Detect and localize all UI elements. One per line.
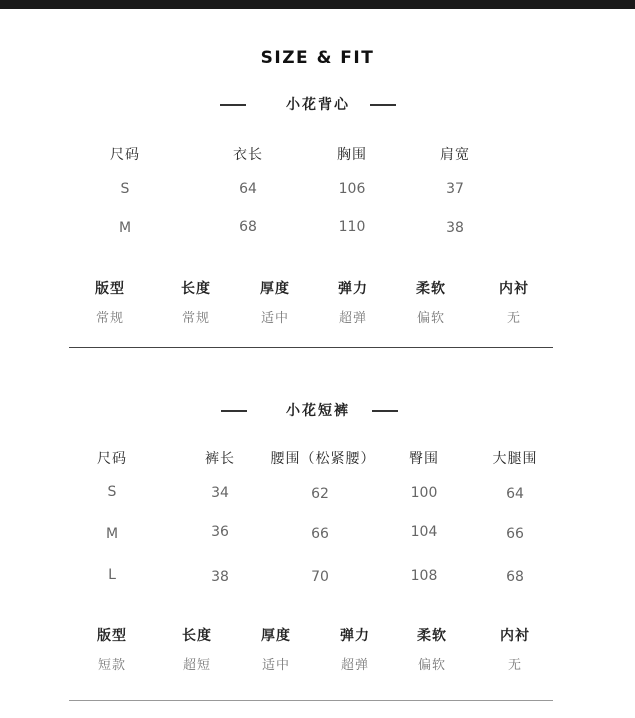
shorts-row-s-waist: 62 (311, 486, 329, 502)
shorts-fabric-value-thickness: 适中 (261, 658, 291, 673)
shorts-fabric-value-fit: 短款 (97, 658, 127, 673)
section-divider-right (370, 104, 396, 106)
vest-fabric-label-softness: 柔软 (416, 281, 446, 297)
shorts-header-length: 裤长 (205, 451, 235, 467)
shorts-fabric-label-stretch: 弹力 (340, 628, 370, 644)
shorts-header-hip: 臀围 (409, 451, 439, 467)
shorts-row-m-thigh: 66 (506, 526, 524, 542)
shorts-fabric-label-thickness: 厚度 (261, 628, 291, 644)
shorts-fabric-value-length: 超短 (182, 658, 212, 673)
shorts-header-waist: 腰围（松紧腰） (270, 451, 376, 467)
vest-header-size: 尺码 (110, 147, 140, 163)
shorts-fabric-label-lining: 内衬 (500, 628, 530, 644)
vest-fabric-label-thickness: 厚度 (260, 281, 290, 297)
shorts-row-l-thigh: 68 (506, 569, 524, 585)
top-bar (0, 0, 635, 9)
vest-row-m-length: 68 (239, 219, 257, 235)
shorts-fabric-value-lining: 无 (507, 658, 523, 673)
shorts-row-m-hip: 104 (410, 524, 438, 540)
section-divider-left (221, 410, 247, 412)
shorts-row-l-waist: 70 (311, 569, 329, 585)
vest-fabric-value-thickness: 适中 (260, 311, 290, 326)
vest-fabric-value-softness: 偏软 (416, 311, 446, 326)
section-divider-left (220, 104, 246, 106)
vest-header-length: 衣长 (233, 147, 263, 163)
shorts-fabric-label-softness: 柔软 (417, 628, 447, 644)
shorts-row-l-length: 38 (211, 569, 229, 585)
vest-fabric-label-length: 长度 (181, 281, 211, 297)
vest-row-s-chest: 106 (338, 181, 366, 197)
shorts-header-thigh: 大腿围 (492, 451, 538, 467)
section-separator (69, 700, 553, 701)
shorts-row-s-hip: 100 (410, 485, 438, 501)
vest-fabric-label-fit: 版型 (95, 281, 125, 297)
shorts-row-m-length: 36 (211, 524, 229, 540)
section-separator (69, 347, 553, 348)
shorts-fabric-value-softness: 偏软 (417, 658, 447, 673)
vest-row-m-shoulder: 38 (446, 220, 464, 236)
shorts-row-l-hip: 108 (410, 568, 438, 584)
vest-fabric-label-stretch: 弹力 (338, 281, 368, 297)
vest-fabric-value-length: 常规 (181, 311, 211, 326)
vest-fabric-value-fit: 常规 (95, 311, 125, 326)
section-divider-right (372, 410, 398, 412)
shorts-row-m-waist: 66 (311, 526, 329, 542)
shorts-fabric-label-fit: 版型 (97, 628, 127, 644)
shorts-row-s-thigh: 64 (506, 486, 524, 502)
vest-section-title: 小花背心 (286, 97, 350, 113)
vest-row-s-shoulder: 37 (446, 181, 464, 197)
shorts-row-l-size: L (108, 567, 116, 583)
shorts-fabric-label-length: 长度 (182, 628, 212, 644)
vest-row-s-length: 64 (239, 181, 257, 197)
page-title: SIZE & FIT (260, 48, 375, 68)
shorts-header-size: 尺码 (97, 451, 127, 467)
vest-row-s-size: S (120, 181, 130, 197)
vest-row-m-size: M (118, 220, 132, 236)
vest-row-m-chest: 110 (338, 219, 366, 235)
shorts-section-title: 小花短裤 (286, 403, 350, 419)
shorts-row-m-size: M (105, 526, 119, 542)
shorts-fabric-value-stretch: 超弹 (340, 658, 370, 673)
shorts-row-s-size: S (107, 484, 117, 500)
shorts-row-s-length: 34 (211, 485, 229, 501)
vest-header-shoulder: 肩宽 (440, 147, 470, 163)
vest-fabric-value-stretch: 超弹 (338, 311, 368, 326)
vest-fabric-value-lining: 无 (506, 311, 522, 326)
vest-header-chest: 胸围 (337, 147, 367, 163)
vest-fabric-label-lining: 内衬 (499, 281, 529, 297)
